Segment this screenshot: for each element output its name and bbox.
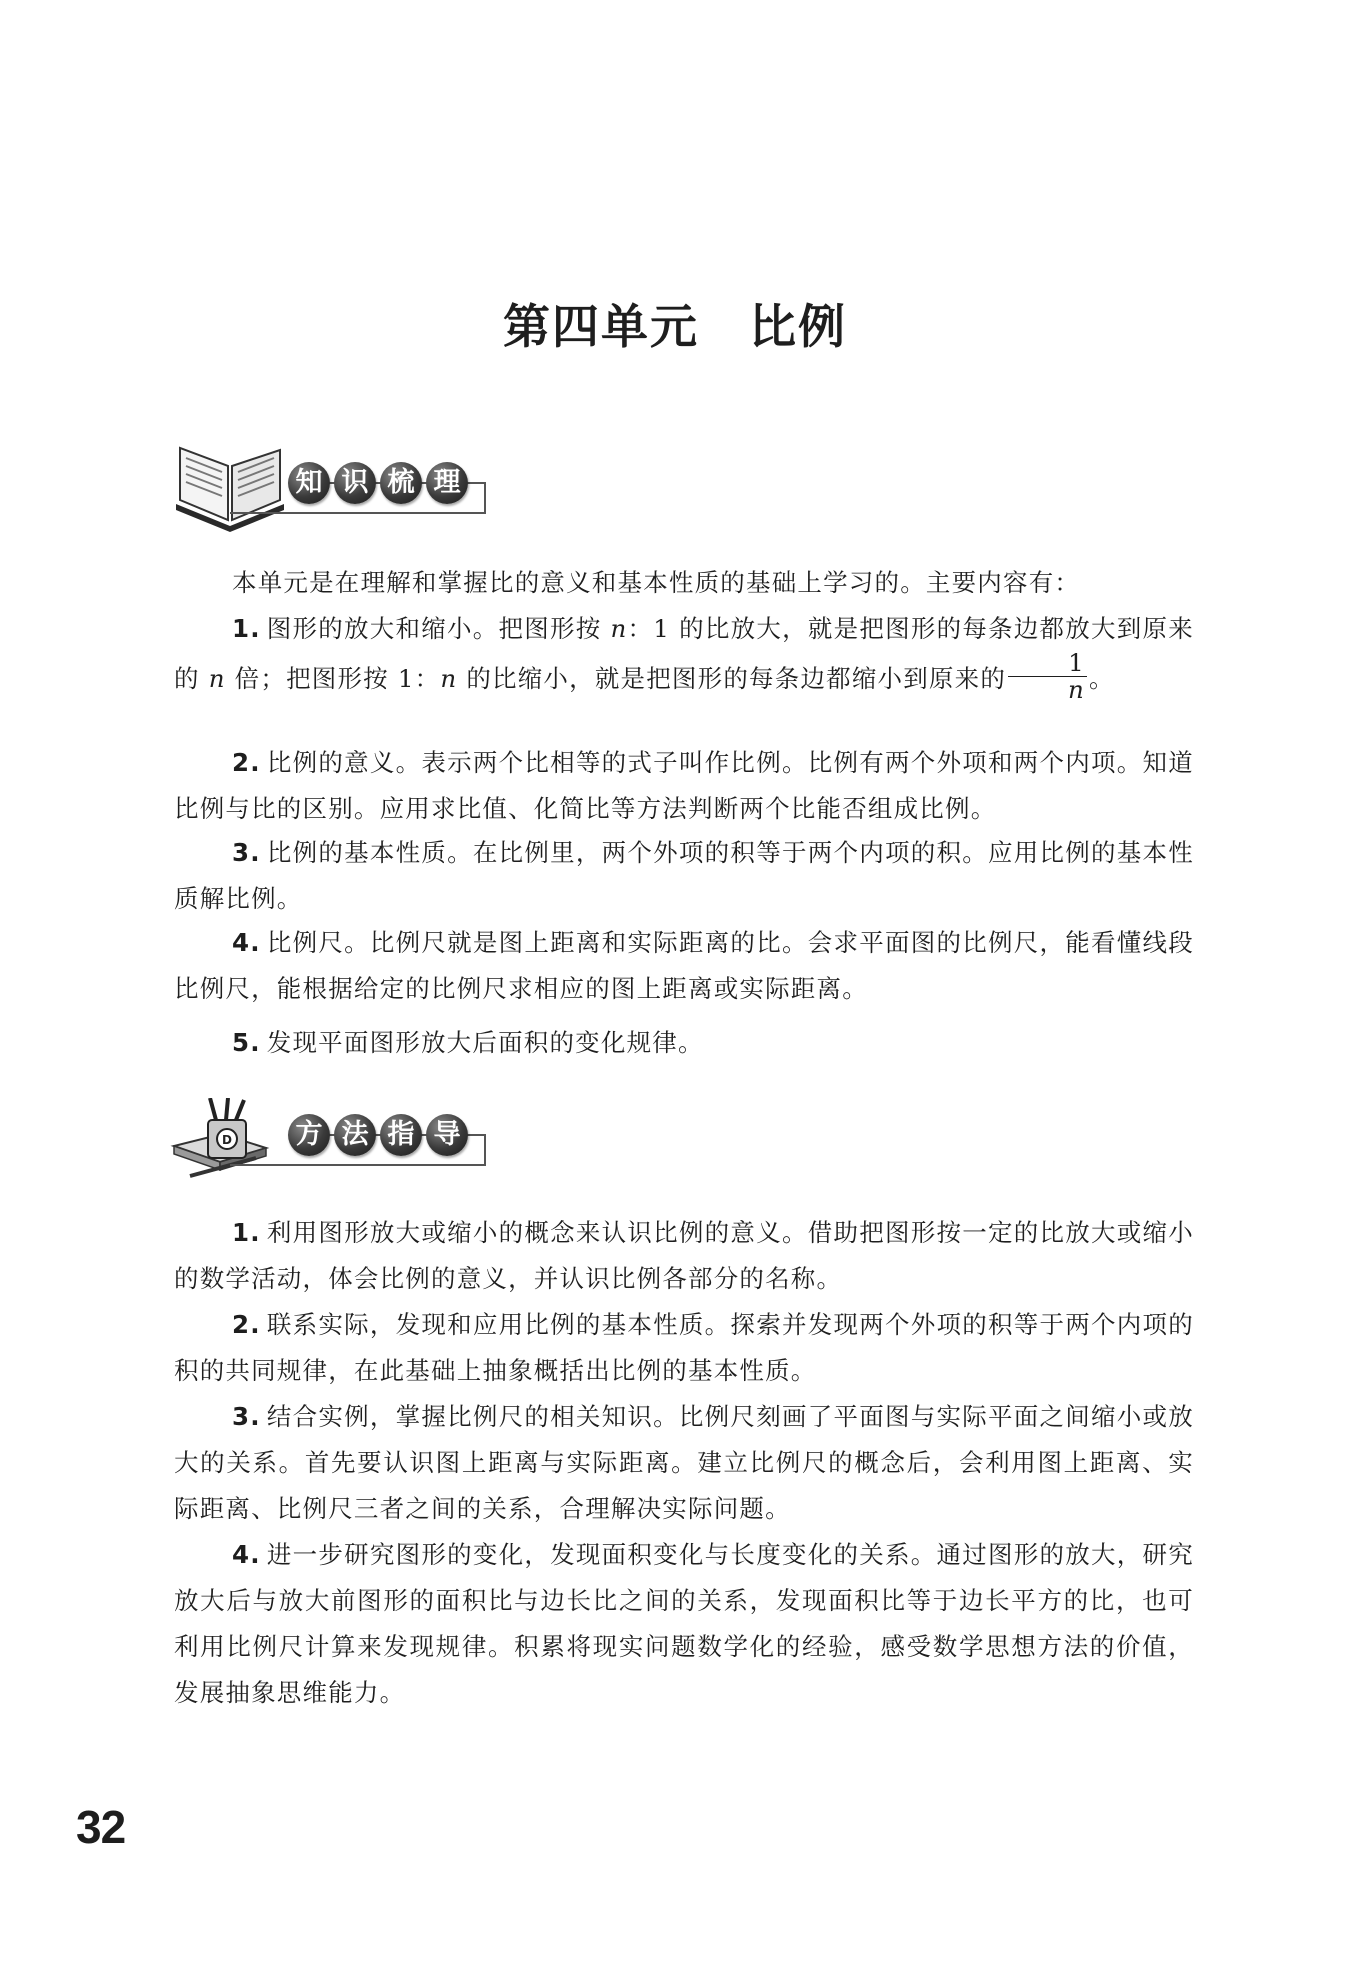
item-number: 4.	[232, 1540, 261, 1569]
item-number: 3.	[232, 1402, 261, 1431]
section-title	[288, 1114, 468, 1156]
pencil-cup-icon	[170, 1098, 290, 1188]
section-title	[288, 462, 468, 504]
item-number: 1.	[232, 614, 261, 643]
item-number: 4.	[232, 928, 261, 957]
list-item: 1. 图形的放大和缩小。把图形按 n：1 的比放大，就是把图形的每条边都放大到原来的 n 倍；把图形按 1：n 的比缩小，就是把图形的每条边都缩小到原来的 $\frac{1}{n}$ 。	[174, 614, 1194, 704]
page-number: 32	[76, 1801, 126, 1853]
svg-text:D: D	[222, 1133, 232, 1147]
title-char: 方	[288, 1114, 330, 1156]
title-char: 理	[426, 462, 468, 504]
item-number: 2.	[232, 1310, 261, 1339]
list-item: 3. 结合实例，掌握比例尺的相关知识。比例尺刻画了平面图与实际平面之间缩小或放大的关系。首先要认识图上距离与实际距离。建立比例尺的概念后，会利用图上距离、实际距离、比例尺三者之间的关系，合理解决实际问题。	[174, 1402, 1194, 1523]
list-item: 2. 比例的意义。表示两个比相等的式子叫作比例。比例有两个外项和两个内项。知道比例与比的区别。应用求比值、化简比等方法判断两个比能否组成比例。	[174, 748, 1194, 823]
unit-label: 第四单元	[503, 300, 699, 355]
section-header-knowledge	[170, 446, 500, 556]
item-number: 3.	[232, 838, 261, 867]
title-char: 识	[334, 462, 376, 504]
list-item: 3. 比例的基本性质。在比例里，两个外项的积等于两个内项的积。应用比例的基本性质解比例。	[174, 838, 1194, 913]
open-book-icon	[170, 446, 290, 536]
item-number: 5.	[232, 1028, 261, 1057]
title-char: 导	[426, 1114, 468, 1156]
item-number: 1.	[232, 1218, 261, 1247]
unit-topic: 比例	[749, 300, 847, 355]
item-number: 2.	[232, 748, 261, 777]
fraction: $\frac{1}{n}$	[1008, 650, 1087, 703]
title-char: 指	[380, 1114, 422, 1156]
section-header-method	[170, 1098, 500, 1208]
list-item: 5. 发现平面图形放大后面积的变化规律。	[232, 1028, 704, 1057]
list-item: 1. 利用图形放大或缩小的概念来认识比例的意义。借助把图形按一定的比放大或缩小的数学活动，体会比例的意义，并认识比例各部分的名称。	[174, 1218, 1194, 1293]
title-char: 知	[288, 462, 330, 504]
title-char: 梳	[380, 462, 422, 504]
page-title	[0, 290, 1350, 357]
intro-paragraph: 本单元是在理解和掌握比的意义和基本性质的基础上学习的。主要内容有：	[232, 568, 1081, 597]
list-item: 4. 比例尺。比例尺就是图上距离和实际距离的比。会求平面图的比例尺，能看懂线段比例尺，能根据给定的比例尺求相应的图上距离或实际距离。	[174, 928, 1194, 1003]
list-item: 2. 联系实际，发现和应用比例的基本性质。探索并发现两个外项的积等于两个内项的积的共同规律，在此基础上抽象概括出比例的基本性质。	[174, 1310, 1194, 1385]
title-char: 法	[334, 1114, 376, 1156]
list-item: 4. 进一步研究图形的变化，发现面积变化与长度变化的关系。通过图形的放大，研究放大后与放大前图形的面积比与边长比之间的关系，发现面积比等于边长平方的比，也可利用比例尺计算来发现规律。积累将现实问题数学化的经验，感受数学思想方法的价值，发展抽象思维能力。	[174, 1540, 1194, 1707]
